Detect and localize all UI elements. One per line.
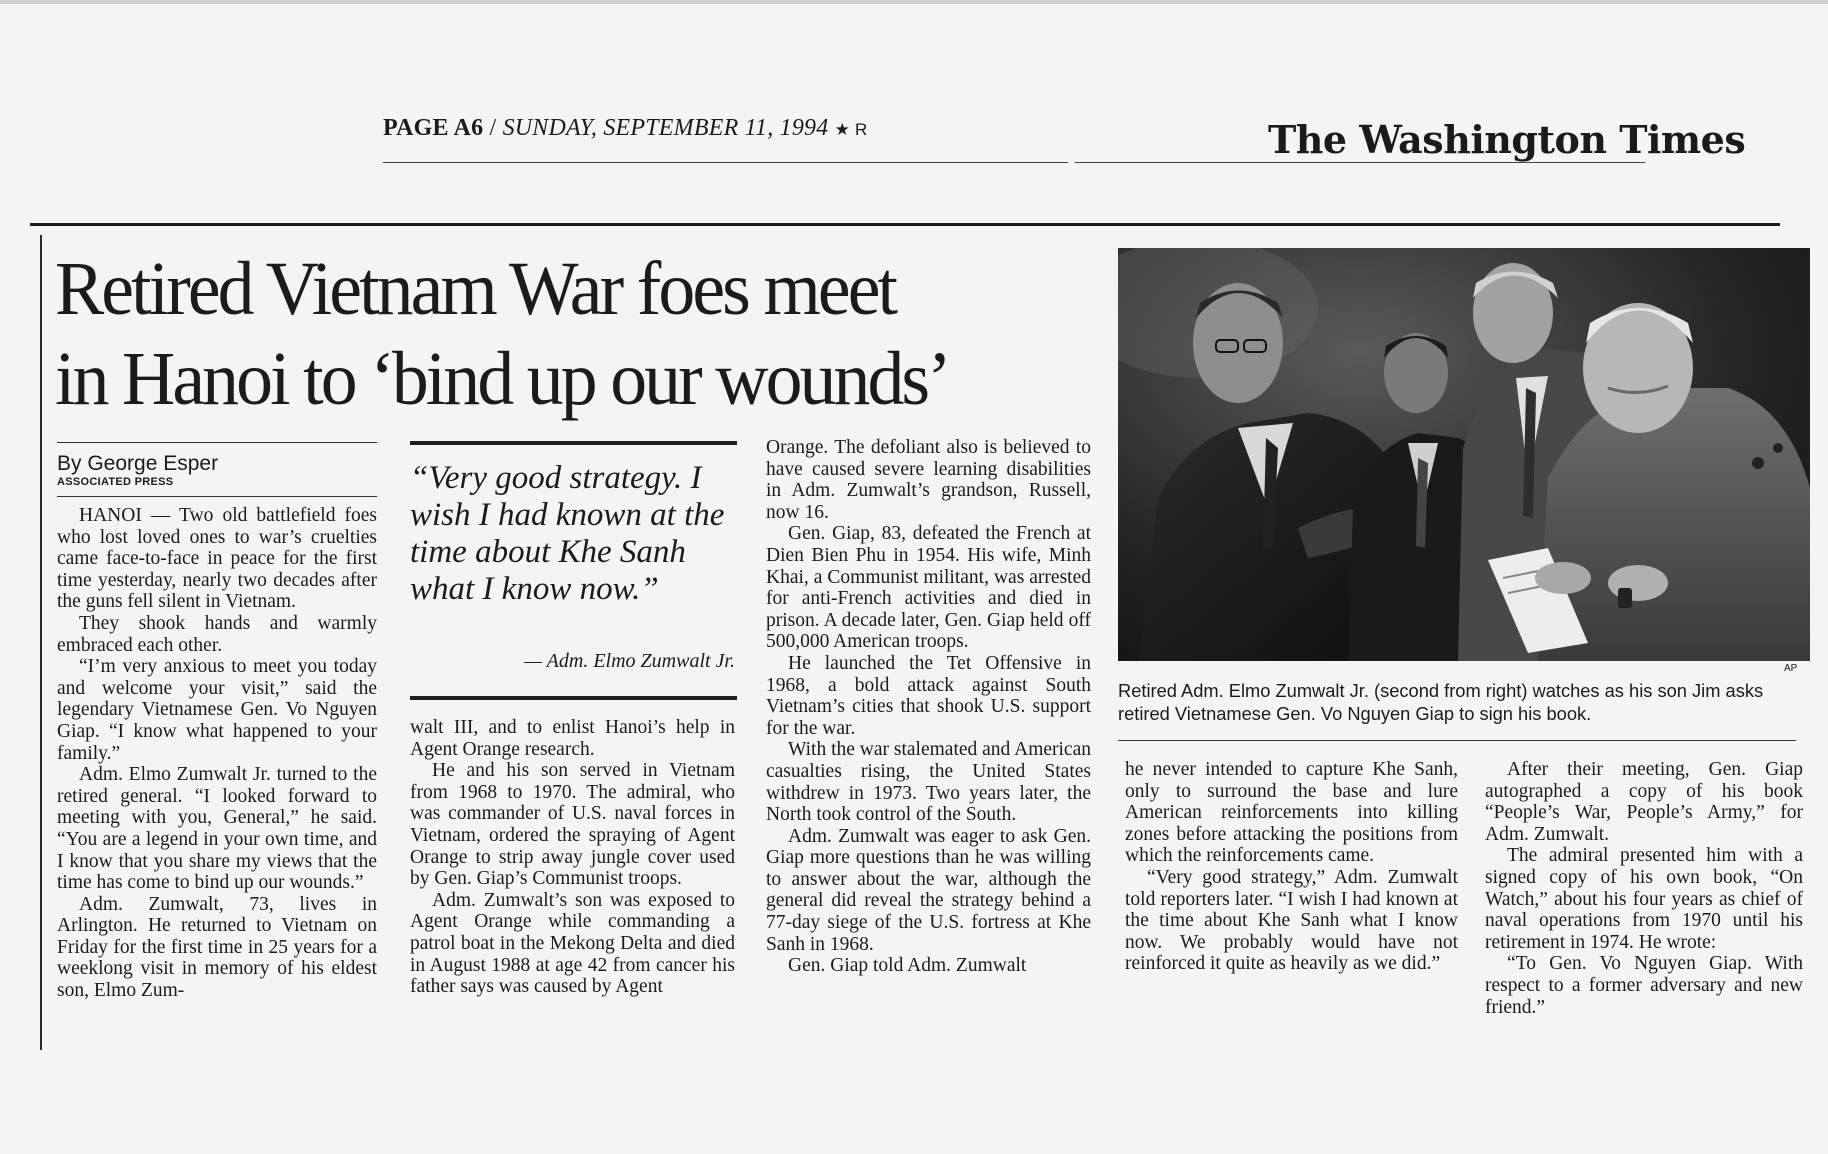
publication-date: SUNDAY, SEPTEMBER 11, 1994 — [502, 115, 829, 141]
paragraph: Gen. Giap, 83, defeated the French at Dien Bien Phu in 1954. His wife, Minh Khai, a Communist militant, was arrested for anti-French activities and died in prison. A decade later, Gen. Giap held off 500,000 American troops. — [766, 523, 1091, 653]
news-photo — [1118, 248, 1810, 661]
paragraph: Gen. Giap told Adm. Zumwalt — [788, 955, 1027, 977]
page-dateline — [383, 115, 868, 142]
page-number: PAGE A6 — [383, 115, 484, 141]
byline-rule-top — [57, 442, 377, 443]
paragraph: Adm. Elmo Zumwalt Jr. turned to the retired general. “I looked forward to meeting with you, General,” he said. “You are a legend in your own time, and I know that you share my views that the time has come to bind up our wounds.” — [57, 764, 377, 894]
paragraph: “Very good strategy,” Adm. Zumwalt told reporters later. “I wish I had known at the time about Khe Sanh what I know now. We probably would have not reinforced it quite as heavily as we did.” — [1125, 866, 1458, 975]
photo-illustration — [1118, 248, 1810, 661]
paragraph: Adm. Zumwalt, 73, lives in Arlington. He returned to Vietnam on Friday for the first time in 25 years for a weeklong visit in memory of his eldest son, Elmo Zum- — [57, 893, 377, 1002]
pullquote-rule-top — [410, 441, 737, 445]
article-column-3 — [766, 437, 1091, 977]
paragraph: “To Gen. Vo Nguyen Giap. With respect to a former adversary and new friend.” — [1485, 953, 1803, 1018]
byline-rule-bottom — [57, 496, 377, 497]
newspaper-name: The Washington Times — [1268, 117, 1746, 162]
paragraph: He and his son served in Vietnam from 1968 to 1970. The admiral, who was commander of U.S. naval forces in Vietnam, ordered the spraying of Agent Orange to strip away jungle cover used by Gen. Giap’s Communist troops. — [410, 760, 735, 890]
pull-quote-attribution: — Adm. Elmo Zumwalt Jr. — [524, 650, 735, 672]
photo-caption: Retired Adm. Elmo Zumwalt Jr. (second from right) watches as his son Jim asks retired Vietnamese Gen. Vo Nguyen Giap to sign his book. — [1118, 680, 1764, 724]
scan-edge — [0, 0, 1828, 4]
pullquote-rule-bottom — [410, 696, 737, 700]
pull-quote: “Very good strategy. I wish I had known at the time about Khe Sanh what I know now.” — [410, 460, 725, 607]
byline — [57, 452, 218, 488]
article-column-2 — [410, 717, 735, 998]
paragraph: With the war stalemated and American casualties rising, the United States withdrew in 1973. Two years later, the North took control of the South. — [766, 739, 1091, 826]
paragraph: He launched the Tet Offensive in 1968, a bold attack against South Vietnam’s cities that shook U.S. support for the war. — [766, 652, 1091, 739]
photo-credit: AP — [1784, 663, 1798, 674]
headline-line-1: Retired Vietnam War foes meet — [55, 247, 896, 331]
dateline-separator: / — [483, 115, 503, 141]
paragraph: Orange. The defoliant also is believed to have caused severe learning disabilities in Adm. Zumwalt’s grandson, Russell, now 16. — [766, 437, 1091, 523]
paragraph: The admiral presented him with a signed copy of his own book, “On Watch,” about his four years as chief of naval operations from 1970 until his retirement in 1974. He wrote: — [1485, 845, 1803, 953]
paragraph: “I’m very anxious to meet you today and welcome your visit,” said the legendary Vietnamese Gen. Vo Nguyen Giap. “I know what happened to your family.” — [57, 656, 377, 764]
paragraph: HANOI — Two old battlefield foes who lost loved ones to war’s cruelties came face-to-face in peace for the first time yesterday, nearly two decades after the guns fell silent in Vietnam. — [57, 505, 377, 613]
headline — [55, 244, 1115, 424]
paragraph: he never intended to capture Khe Sanh, only to surround the base and lure American reinforcements into killing zones before attacking the positions from which the reinforcements came. — [1125, 759, 1458, 867]
paragraph: Adm. Zumwalt’s son was exposed to Agent Orange while commanding a patrol boat in the Mekong Delta and died in August 1988 at age 42 from cancer his father says was caused by Agent — [410, 889, 735, 998]
page-top-rule — [30, 223, 1780, 226]
caption-rule — [1118, 740, 1796, 741]
left-column-rule — [40, 235, 42, 1050]
masthead-rule-left — [383, 162, 1068, 163]
paragraph: Adm. Zumwalt was eager to ask Gen. Giap more questions than he was willing to answer about the war, although the general did reveal the strategy behind a 77-day siege of the U.S. fortress at Khe Sanh in 1968. — [766, 825, 1091, 955]
article-column-4 — [1125, 759, 1458, 975]
paragraph: They shook hands and warmly embraced each other. — [57, 612, 377, 656]
article-column-5 — [1485, 759, 1803, 1018]
author-name: By George Esper — [57, 452, 219, 475]
article-column-1 — [57, 505, 377, 1002]
headline-line-2: in Hanoi to ‘bind up our wounds’ — [55, 337, 949, 421]
news-agency: ASSOCIATED PRESS — [57, 476, 174, 488]
paragraph: After their meeting, Gen. Giap autographed a copy of his book “People’s War, People’s Army,” for Adm. Zumwalt. — [1485, 759, 1803, 845]
paragraph: walt III, and to enlist Hanoi’s help in Agent Orange research. — [410, 717, 735, 760]
edition-mark: ★ R — [834, 120, 868, 139]
masthead-rule-right — [1075, 162, 1645, 163]
